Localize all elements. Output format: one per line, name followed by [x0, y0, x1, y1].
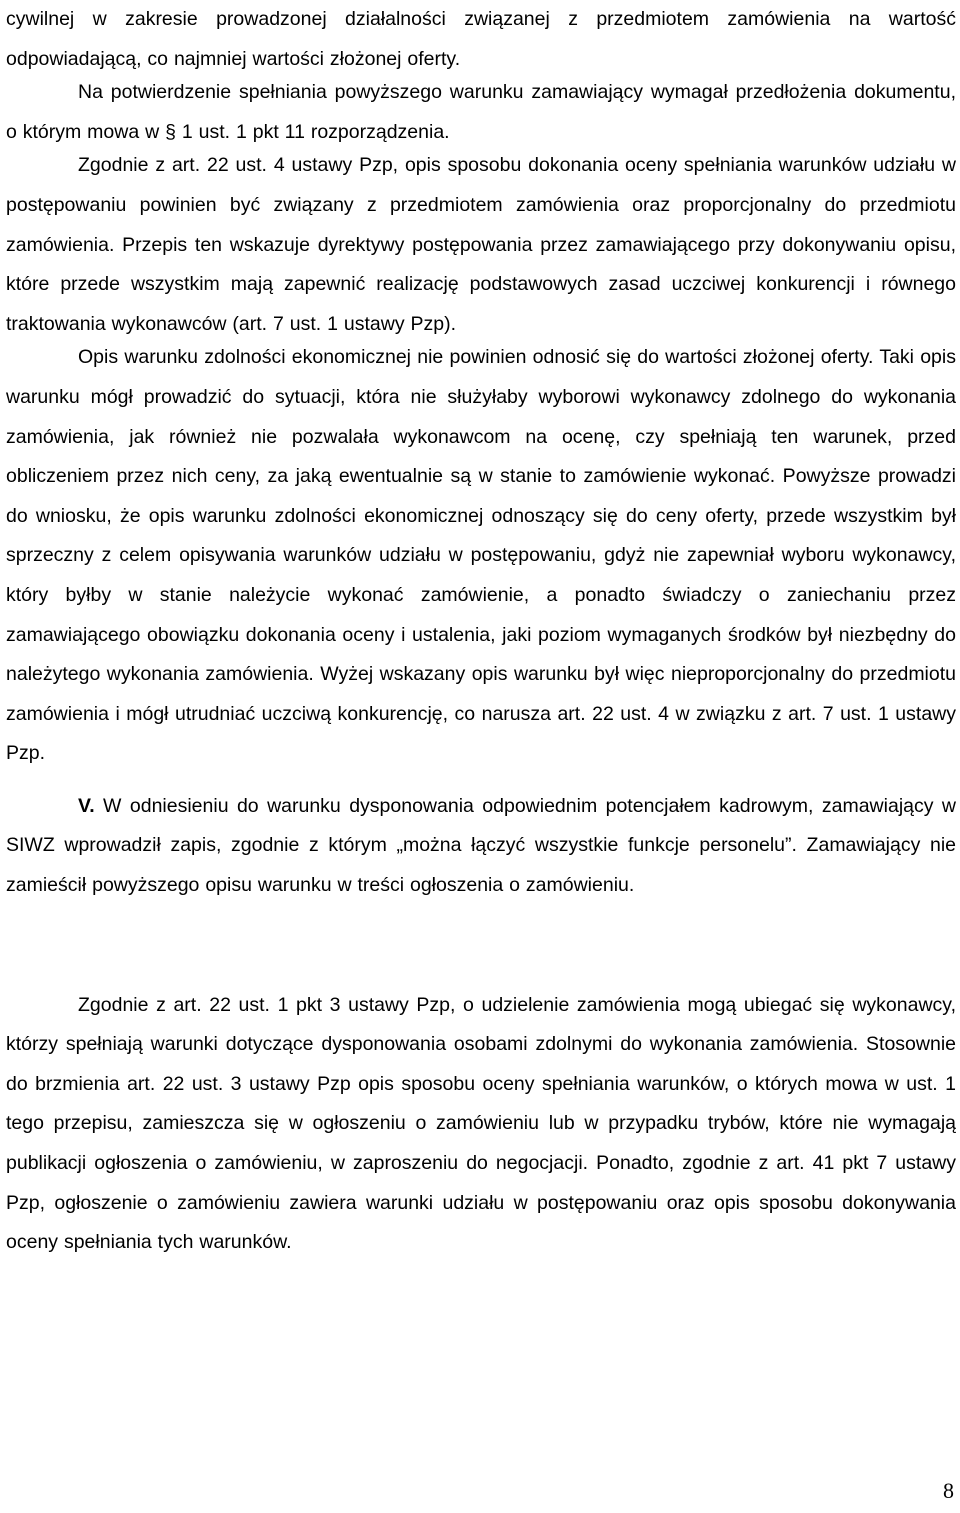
section-v-text: W odniesieniu do warunku dysponowania odpowiednim potencjałem kadrowym, zamawiający w SIWZ wprowadził zapis, zgodnie z którym „można łączyć wszystkie funkcje personelu”. Zamawiający nie zamieścił powyższego opisu warunku w treści ogłoszenia o zamówieniu.	[6, 794, 956, 897]
paragraph-art-22-ust-1: Zgodnie z art. 22 ust. 1 pkt 3 ustawy Pzp, o udzielenie zamówienia mogą ubiegać się wykonawcy, którzy spełniają warunki dotyczące dysponowania osobami zdolnymi do wykonania zamówienia. Stosownie do brzmienia art. 22 ust. 3 ustawy Pzp opis sposobu oceny spełniania warunków, o których mowa w ust. 1 tego przepisu, zamieszcza się w ogłoszeniu o zamówieniu lub w przypadku trybów, które nie wymagają publikacji ogłoszenia o zamówieniu, w zaproszeniu do negocjacji. Ponadto, zgodnie z art. 41 pkt 7 ustawy Pzp, ogłoszenie o zamówieniu zawiera warunki udziału w postępowaniu oraz opis sposobu dokonywania oceny spełniania tych warunków.	[6, 993, 956, 1254]
paragraph-art-22-ust-4: Zgodnie z art. 22 ust. 4 ustawy Pzp, opis sposobu dokonania oceny spełniania warunków udziału w postępowaniu powinien być związany z przedmiotem zamówienia oraz proporcjonalny do przedmiotu zamówienia. Przepis ten wskazuje dyrektywy postępowania przez zamawiającego przy dokonywaniu opisu, które przede wszystkim mają zapewnić realizację podstawowych zasad uczciwej konkurencji i równego traktowania wykonawców (art. 7 ust. 1 ustawy Pzp).	[6, 154, 956, 335]
section-marker: V.	[78, 794, 95, 817]
paragraph-confirmation-requirement: Na potwierdzenie spełniania powyższego warunku zamawiający wymagał przedłożenia dokumentu, o którym mowa w § 1 ust. 1 pkt 11 rozporządzenia.	[6, 81, 956, 143]
paragraph-economic-capacity: Opis warunku zdolności ekonomicznej nie powinien odnosić się do wartości złożonej oferty. Taki opis warunku mógł prowadzić do sytuacji, która nie służyłaby wyborowi wykonawcy zdolnego do wykonania zamówienia, jak również nie pozwalała wykonawcom na ocenę, czy spełniają ten warunek, przed obliczeniem przez nich ceny, za jaką ewentualnie są w stanie to zamówienie wykonać. Powyższe prowadzi do wniosku, że opis warunku zdolności ekonomicznej odnoszący się do ceny oferty, przede wszystkim był sprzeczny z celem opisywania warunków udziału w postępowaniu, gdyż nie zapewniał wyboru wykonawcy, który byłby w stanie należycie wykonać zamówienie, a ponadto świadczy o zaniechaniu przez zamawiającego obowiązku dokonania oceny i ustalenia, jaki poziom wymaganych środków był niezbędny do należytego wykonania zamówienia. Wyżej wskazany opis warunku był więc nieproporcjonalny do przedmiotu zamówienia i mógł utrudniać uczciwą konkurencję, co narusza art. 22 ust. 4 w związku z art. 7 ust. 1 ustawy Pzp.	[6, 346, 956, 765]
paragraph-continuation: cywilnej w zakresie prowadzonej działalności związanej z przedmiotem zamówienia na wartość odpowiadającą, co najmniej wartości złożonej oferty.	[6, 8, 956, 70]
document-page	[6, 0, 956, 1263]
page-number: 8	[943, 1478, 954, 1503]
paragraph-section-v	[6, 787, 956, 906]
